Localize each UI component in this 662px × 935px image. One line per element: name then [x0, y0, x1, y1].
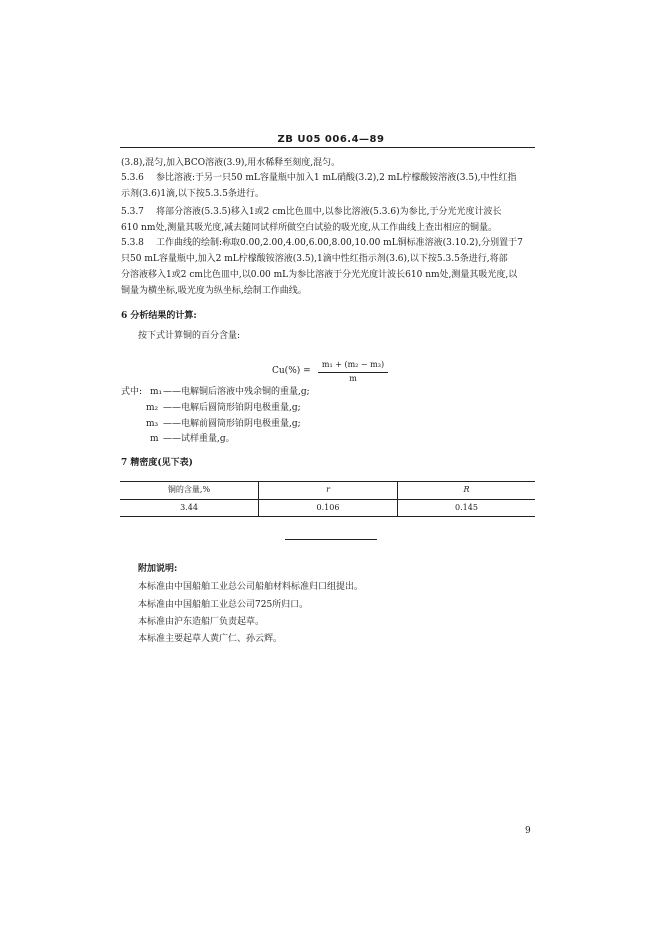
paragraph-line: 工作曲线的绘制:称取0.00,2.00,4.00,6.00,8.00,10.00 mL铜标准溶液(3.10.2),分别置于7	[156, 238, 523, 248]
paragraph-line: (3.8),混匀,加入BCO溶液(3.9),用水稀释至刻度,混匀。	[121, 158, 341, 168]
var-description: ——电解铜后溶液中残余铜的重量,g;	[163, 387, 310, 397]
standard-code-header: ZB U05 006.4—89	[277, 134, 385, 145]
var-description: ——电解后圆筒形铂阴电极重量,g;	[163, 403, 301, 413]
var-description: ——试样重量,g。	[163, 434, 235, 444]
var-symbol: m₂	[146, 403, 159, 413]
table-bottom-rule	[120, 516, 535, 517]
notes-line: 本标准由中国船舶工业总公司725所归口。	[138, 600, 309, 610]
notes-title: 附加说明:	[138, 564, 178, 574]
paragraph-line: 只50 mL容量瓶中,加入2 mL柠檬酸铵溶液(3.5),1滴中性红指示剂(3.6),以下按5.3.5条进行,将部	[121, 254, 508, 264]
paragraph-line: 610 nm处,测量其吸光度,减去随同试样所做空白试验的吸光度,从工作曲线上查出相应的铜量。	[121, 223, 497, 233]
precision-table	[120, 481, 535, 517]
formula-denominator: m	[349, 374, 357, 383]
var-symbol: m₃	[146, 419, 159, 429]
var-symbol: m₁	[150, 387, 163, 397]
page-number: 9	[525, 826, 531, 836]
table-header-cell: R	[463, 485, 470, 494]
header-rule	[120, 147, 535, 148]
paragraph-line: 示剂(3.6)1滴,以下按5.3.5条进行。	[121, 189, 264, 199]
table-cell: 0.145	[455, 503, 478, 512]
table-header-cell: r	[326, 485, 330, 494]
notes-line: 本标准由中国船舶工业总公司船舶材料标准归口组提出。	[138, 582, 364, 592]
formula-lhs: Cu(%) =	[272, 366, 311, 376]
table-cell: 3.44	[180, 503, 198, 512]
where-label: 式中:	[121, 387, 143, 397]
clause-number-5-3-6: 5.3.6	[121, 173, 144, 183]
table-header-cell: 铜的含量,%	[167, 485, 211, 494]
formula-intro: 按下式计算铜的百分含量:	[138, 331, 241, 341]
paragraph-line: 分溶液移入1或2 cm比色皿中,以0.00 mL为参比溶液于分光光度计波长610 nm处,测量其吸光度,以	[121, 270, 518, 280]
clause-number-5-3-7: 5.3.7	[121, 207, 144, 217]
fraction-bar	[318, 372, 388, 373]
paragraph-line: 参比溶液:于另一只50 mL容量瓶中加入1 mL硝酸(3.2),2 mL柠檬酸铵溶液(3.5),中性红指	[156, 173, 517, 183]
notes-line: 本标准由沪东造船厂负责起草。	[138, 617, 265, 627]
section-6-title: 6 分析结果的计算:	[121, 311, 197, 321]
table-top-rule	[120, 481, 535, 482]
separator-rule	[285, 539, 377, 540]
var-symbol: m	[150, 434, 159, 444]
table-cell: 0.106	[316, 503, 340, 512]
var-description: ——电解前圆筒形铂阴电极重量,g;	[163, 419, 301, 429]
paragraph-line: 铜量为横坐标,吸光度为纵坐标,绘制工作曲线。	[121, 286, 307, 296]
notes-line: 本标准主要起草人黄广仁、孙云辉。	[138, 634, 283, 644]
clause-number-5-3-8: 5.3.8	[121, 238, 144, 248]
formula-numerator: m₁ + (m₂ − m₃)	[321, 360, 385, 369]
table-mid-rule	[120, 499, 535, 500]
section-7-title: 7 精密度(见下表)	[121, 458, 193, 468]
paragraph-line: 将部分溶液(5.3.5)移入1或2 cm比色皿中,以参比溶液(5.3.6)为参比,于分光光度计波长	[156, 207, 502, 217]
